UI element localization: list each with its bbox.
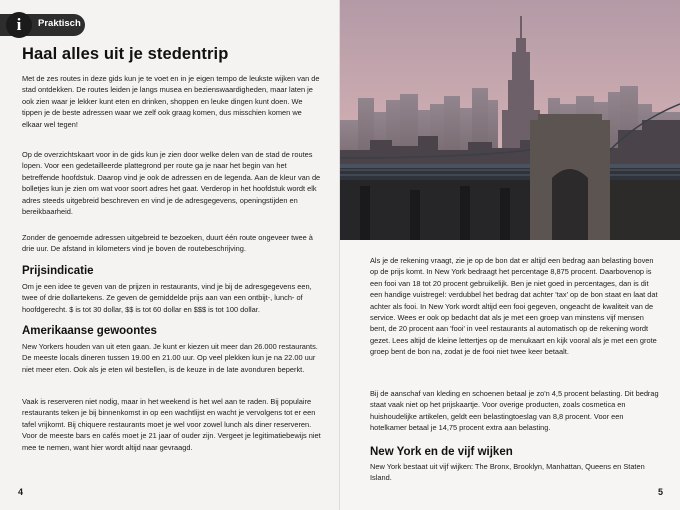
gewoontes-paragraph: New Yorkers houden van uit eten gaan. Je kunt er kiezen uit meer dan 26.000 restaurants. De meeste locals dineren tussen 19.00 en 21.00 uur. Op veel plekken kun je na 22.00 uur niet meer eten. Ook als je eten wil bestellen, is de keuze in de late avonduren beperkt. (22, 342, 318, 374)
wijken-paragraph: New York bestaat uit vijf wijken: The Bronx, Brooklyn, Manhattan, Queens en Staten Island. (370, 462, 645, 483)
page-number-right: 5 (658, 487, 664, 497)
overview-paragraph: Op de overzichtskaart voor in de gids kun je zien door welke delen van de stad de routes lopen. Voor een gedetailleerde plattegrond per route ga je naar het begin van het betreffende hoofdstuk. Daarop vind je ook de adressen en de legenda. Aan de kleur van de bolletjes kun je zien om wat voor soort adres het gaat. Verderop in het hoofdstuk wordt elk adres steeds uitgebreid beschreven en vind je de adresgegevens, openingstijden en bereikbaarheid. (22, 150, 321, 217)
heading-vijf-wijken: New York en de vijf wijken (370, 446, 513, 458)
info-icon: i (6, 12, 32, 38)
section-tag-label: Praktisch (38, 18, 81, 29)
heading-prijsindicatie: Prijsindicatie (22, 265, 94, 277)
heading-amerikaanse-gewoontes: Amerikaanse gewoontes (22, 325, 157, 337)
reserveren-paragraph: Vaak is reserveren niet nodig, maar in het weekend is het wel aan te raden. Bij populaire restaurants teken je bij binnenkomst in op een wachtlijst en wacht je vervolgens tot er een tafel vrijkomt. Bij chiquere restaurants moet je wel voor zowel lunch als diner reserveren. Voor de meeste bars en cafés moet je 21 jaar of ouder zijn. Vergeet je legitimatiebewijs niet mee te nemen, want hier wordt altijd naar gevraagd. (22, 397, 321, 452)
kleding-belasting-paragraph: Bij de aanschaf van kleding en schoenen betaal je zo'n 4,5 procent belasting. Dit bedrag staat vaak niet op het prijskaartje. Voor overige producten, zoals cosmetica en huishoudelijke artikelen, geldt een belastingtoeslag van 8,8 procent. Voor een hotelkamer betaal je 14,75 procent extra aan belasting. (370, 389, 659, 433)
prijs-paragraph: Om je een idee te geven van de prijzen in restaurants, vind je bij de adresgegevens een, twee of drie dollartekens. Ze geven de gemiddelde prijs aan van een ontbijt-, lunch- of hoofdgerecht. $ is tot 30 dollar, $$ is tot 60 dollar en $$$ is tot 100 dollar. (22, 282, 312, 314)
section-tag (0, 14, 85, 36)
page-title: Haal alles uit je stedentrip (22, 45, 229, 63)
intro-paragraph: Met de zes routes in deze gids kun je te voet en in je eigen tempo de leukste wijken van de stad ontdekken. De routes leiden je langs musea en bezienswaardigheden, maar laten je ook zien waar je lekker kunt eten en drinken, shoppen en leuke dingen kunt doen. We tippen je de beste adressen waar we zelf ook graag komen, dus misschien komen we elkaar wel tegen! (22, 74, 320, 129)
duration-paragraph: Zonder de genoemde adressen uitgebreid te bezoeken, duurt één route ongeveer twee à drie uur. De afstand in kilometers vind je boven de routebeschrijving. (22, 233, 313, 254)
page-number-left: 4 (18, 487, 24, 497)
right-page (340, 0, 680, 510)
belasting-paragraph: Als je de rekening vraagt, zie je op de bon dat er altijd een bedrag aan belasting boven op de prijs komt. In New York bedraagt het percentage 8,875 procent. Daarbovenop is een fooi van 18 tot 20 procent gebruikelijk. Ben je niet goed in percentages, dan is dit een handige vuistregel: verdubbel het bedrag dat achter 'tax' op de bon staat en laat dat achter als fooi. In New York wordt altijd een fooi gegeven, ongeacht de kwaliteit van de service. Wees er ook op bedacht dat als je met een groep van minstens vijf mensen bent, de 20 procent aan 'fooi' in veel restaurants al automatisch op de rekening wordt gezet. Lees altijd de kleine lettertjes op de menukaart en kijk vooral als je met een grote groep bent de bon na, zodat je de fooi niet twee keer betaalt. (370, 256, 658, 357)
new-york-skyline-photo (340, 0, 680, 240)
